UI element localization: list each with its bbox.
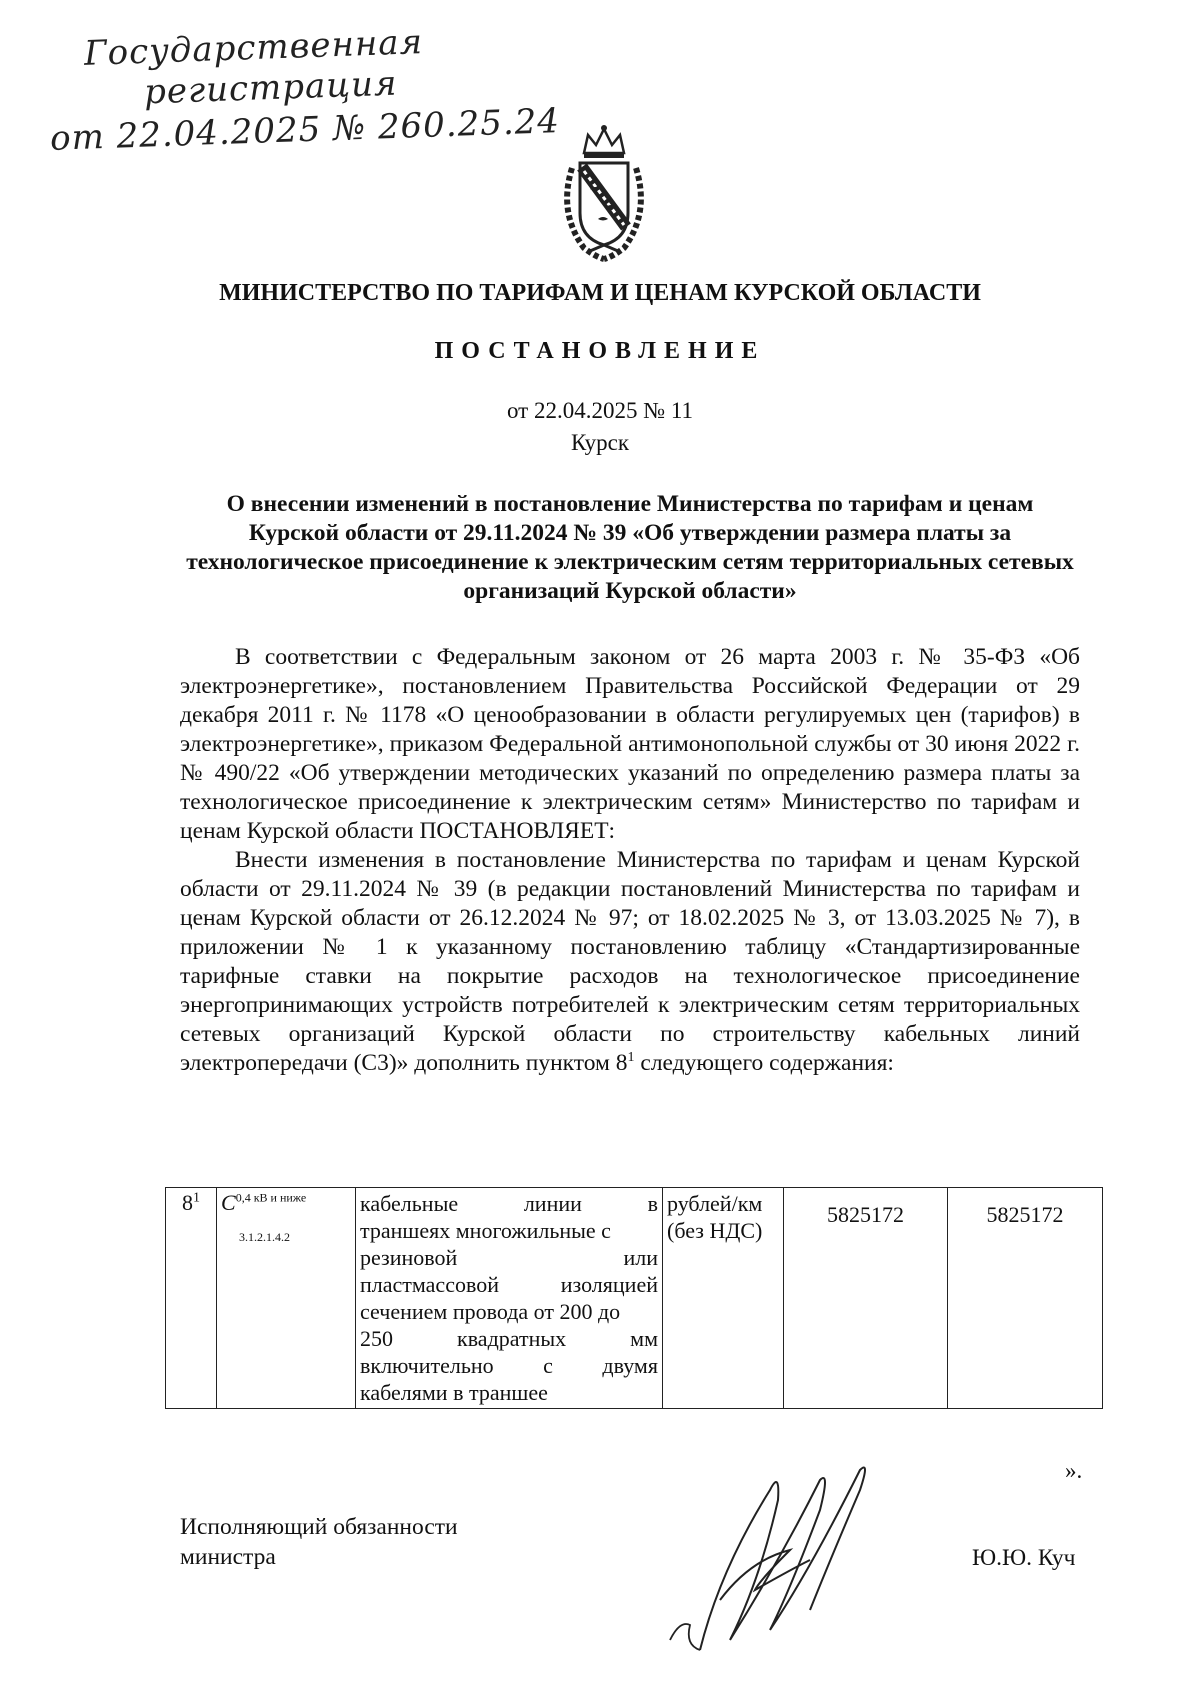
document-body xyxy=(180,643,1080,1078)
row-number-cell xyxy=(166,1188,217,1409)
rate-description-line xyxy=(360,1217,658,1244)
rate-description-word: кабельные xyxy=(360,1191,459,1216)
coat-of-arms-icon xyxy=(554,123,654,263)
rate-description-word: изоляцией xyxy=(560,1272,658,1297)
rate-value-1: 5825172 xyxy=(827,1202,904,1227)
body-paragraph-2-superscript: 1 xyxy=(627,1050,635,1066)
rate-description-line xyxy=(360,1190,658,1217)
rate-value-1-cell xyxy=(784,1188,948,1409)
rate-description-line xyxy=(360,1379,658,1406)
rate-description-word: включительно xyxy=(360,1353,494,1378)
row-number: 8 xyxy=(182,1190,193,1215)
rate-unit-cell xyxy=(663,1188,784,1409)
rate-description-line xyxy=(360,1352,658,1379)
rate-description-line xyxy=(360,1244,658,1271)
rate-unit-line-2: (без НДС) xyxy=(667,1218,763,1243)
rate-description-word: двумя xyxy=(602,1353,658,1378)
rate-description-line xyxy=(360,1271,658,1298)
rate-description-cell xyxy=(356,1188,663,1409)
document-city: Курск xyxy=(571,430,629,455)
handwritten-signature-icon xyxy=(660,1450,920,1670)
rate-description-word: с xyxy=(543,1353,553,1378)
rate-code-cell xyxy=(217,1188,356,1409)
signer-name: Ю.Ю. Куч xyxy=(972,1545,1076,1571)
rate-unit-line-1: рублей/км xyxy=(667,1191,763,1216)
signer-position-line-1: Исполняющий обязанности xyxy=(180,1514,458,1540)
table-row xyxy=(166,1188,1103,1409)
registration-note xyxy=(40,22,561,159)
document-date-number: от 22.04.2025 № 11 xyxy=(506,398,694,423)
rate-description-word: линии xyxy=(523,1191,582,1216)
body-paragraph-2-end: следующего содержания: xyxy=(634,1050,894,1076)
body-paragraph-1: В соответствии с Федеральным законом от 26 марта 2003 г. № 35-ФЗ «Об электроэнергетике», постановлением Правительства Российской Федерации от 29 декабря 2011 г. № 1178 «О ценообразовании в области регулируемых цен (тарифов) в электроэнергетике», приказом Федеральной антимонопольной службы от 30 июня 2022 г. № 490/22 «Об утверждении методических указаний по определению размера платы за технологическое присоединение к электрическим сетям» Министерство по тарифам и ценам Курской области ПОСТАНОВЛЯЕТ: xyxy=(180,644,1080,844)
rate-description-word: или xyxy=(623,1245,658,1270)
document-type: ПОСТАНОВЛЕНИЕ xyxy=(434,338,766,364)
body-paragraph-2-text: Внести изменения в постановление Министерства по тарифам и ценам Курской области от 29.11.2024 № 39 (в редакции постановлений Министерства по тарифам и ценам Курской области от 26.12.2024 № 97; от 18.02.2025 № 3, от 13.03.2025 № 7), в приложении № 1 к указанному постановлению таблицу «Стандартизированные тарифные ставки на покрытие расходов на технологическое присоединение энергопринимающих устройств потребителей к электрическим сетям территориальных сетевых организаций Курской области по строительству кабельных линий электропередачи (С3)» дополнить пунктом 8 xyxy=(180,847,1080,1076)
rate-description-word: пластмассовой xyxy=(360,1272,499,1297)
tariff-table xyxy=(165,1187,1103,1409)
body-paragraph-2 xyxy=(180,846,1080,1078)
rate-description-word: резиновой xyxy=(360,1245,458,1270)
signer-position-line-2: министра xyxy=(180,1544,276,1570)
rate-description-word: сечением провода от 200 до xyxy=(360,1299,621,1324)
row-number-superscript: 1 xyxy=(193,1190,200,1206)
rate-value-2-cell xyxy=(948,1188,1103,1409)
rate-description-word: кабелями в траншее xyxy=(360,1380,548,1405)
document-title: О внесении изменений в постановление Министерства по тарифам и ценам Курской области от 29.11.2024 № 39 «Об утверждении размера платы за технологическое присоединение к электрическим сетям территориальных сетевых организаций Курской области» xyxy=(186,491,1074,604)
closing-quote: ». xyxy=(1065,1458,1083,1483)
ministry-name: МИНИСТЕРСТВО ПО ТАРИФАМ И ЦЕНАМ КУРСКОЙ ОБЛАСТИ xyxy=(219,280,981,306)
registration-line-2: регистрация xyxy=(143,63,399,113)
rate-description-word: мм xyxy=(630,1326,658,1351)
rate-description-line xyxy=(360,1325,658,1352)
registration-line-1: Государственная xyxy=(83,22,424,74)
rate-description-word: в xyxy=(647,1191,658,1216)
rate-code-symbol: C xyxy=(221,1190,236,1215)
rate-code-subscript: 3.1.2.1.4.2 xyxy=(239,1230,290,1245)
signer-position xyxy=(180,1512,458,1572)
rate-description-word: 250 xyxy=(360,1326,393,1351)
registration-line-3: от 22.04.2025 № 260.25.24 xyxy=(49,101,561,159)
rate-description-word: траншеях многожильные с xyxy=(360,1218,611,1243)
rate-code-superscript: 0,4 кВ и ниже xyxy=(235,1190,307,1205)
rate-description-line xyxy=(360,1298,658,1325)
rate-value-2: 5825172 xyxy=(986,1202,1064,1227)
rate-description-word: квадратных xyxy=(457,1326,567,1351)
